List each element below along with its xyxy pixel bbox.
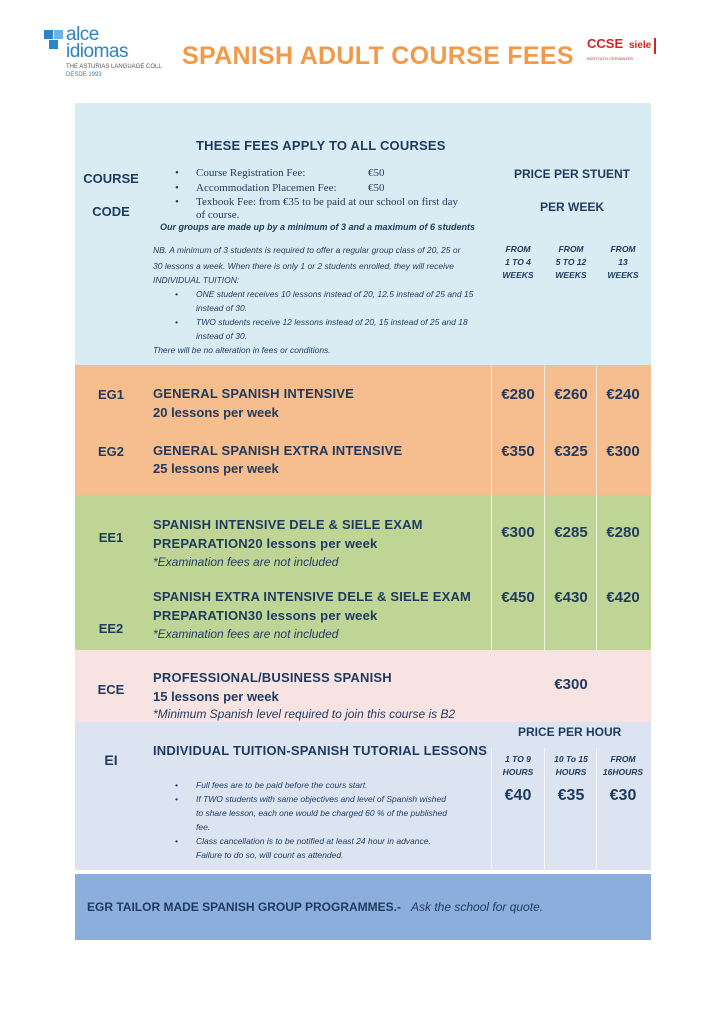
list-bullet: •	[175, 289, 178, 299]
nb-footer: There will be no alteration in fees or conditions.	[153, 345, 331, 355]
logo-since: DESDE 1993	[66, 72, 102, 78]
logo-divider	[654, 38, 656, 54]
column-head-line: HOURS	[555, 767, 587, 777]
column-divider	[596, 365, 597, 495]
price-ee2-5-12-weeks: €430	[554, 589, 588, 606]
price-per-student-heading: PRICE PER STUENT	[514, 167, 631, 181]
column-head-line: 13	[618, 257, 628, 267]
logo-word-alce: alce	[66, 24, 99, 45]
logo-square-icon	[49, 40, 58, 49]
price-eg2-1-4-weeks: €350	[501, 443, 535, 460]
exam-courses-section	[75, 495, 651, 650]
fee-label: Course Registration Fee:	[196, 167, 306, 179]
fees-intro-section	[75, 103, 651, 365]
column-head-line: 5 TO 12	[555, 257, 587, 267]
column-head-line: 1 TO 4	[505, 257, 531, 267]
column-divider	[491, 365, 492, 495]
price-ei-10-15-hours: €35	[557, 787, 585, 804]
price-eg2-13-weeks: €300	[606, 443, 640, 460]
list-bullet: •	[175, 836, 178, 846]
course-name-eg1: GENERAL SPANISH INTENSIVE	[153, 386, 354, 401]
course-note-ee1: *Examination fees are not included	[153, 555, 339, 569]
list-bullet: •	[175, 182, 179, 194]
column-head-line: HOURS	[502, 767, 534, 777]
groups-size-note: Our groups are made up by a minimum of 3 and a maximum of 6 students	[160, 222, 476, 232]
fee-value: €50	[368, 167, 385, 179]
nb-line: INDIVIDUAL TUITION:	[153, 275, 240, 285]
column-1-4-weeks	[492, 243, 544, 282]
column-head-line: FROM	[558, 244, 584, 254]
price-ei-1-9-hours: €40	[504, 787, 532, 804]
list-bullet: •	[175, 317, 178, 327]
course-name-ee2-line2: PREPARATION30 lessons per week	[153, 608, 378, 623]
course-code-heading-2: CODE	[92, 204, 130, 219]
course-note-ece: *Minimum Spanish level required to join this course is B2	[153, 707, 456, 721]
nb-bullet-line: instead of 30.	[196, 303, 248, 313]
logo-tagline: THE ASTURIAS LANGUAGE COLL	[66, 64, 162, 70]
price-per-hour-heading: PRICE PER HOUR	[518, 725, 622, 739]
nb-bullet-line: instead of 30.	[196, 331, 248, 341]
siele-logo-text: siele	[629, 40, 652, 51]
nb-line: NB. A minimum of 3 students is required to offer a regular group class of 20, 25 or	[153, 245, 461, 255]
list-bullet: •	[175, 780, 178, 790]
column-divider	[596, 495, 597, 650]
ei-bullet-line: If TWO students with same objectives and level of Spanish wished	[196, 794, 446, 804]
logo-small-text: INSTITUTO CERVANTES	[587, 56, 634, 61]
list-bullet: •	[175, 196, 179, 208]
column-divider	[491, 495, 492, 650]
column-10-15-hours	[545, 753, 597, 779]
ei-bullet-line: Class cancellation is to be notified at least 24 hour in advance.	[196, 836, 431, 846]
price-eg1-5-12-weeks: €260	[554, 386, 588, 403]
column-head-line: 16HOURS	[602, 767, 644, 777]
course-code-ei: EI	[104, 752, 118, 768]
course-name-ece: PROFESSIONAL/BUSINESS SPANISH	[153, 670, 392, 685]
price-eg2-5-12-weeks: €325	[554, 443, 588, 460]
column-head-line: FROM	[505, 244, 531, 254]
alce-idiomas-logo	[44, 26, 164, 80]
course-code-ee2: EE2	[98, 621, 124, 636]
nb-bullet-line: TWO students receive 12 lessons instead of 20, 15 instead of 25 and 18	[196, 317, 468, 327]
course-lessons-eg1: 20 lessons per week	[153, 405, 279, 420]
column-head-line: 10 To 15	[554, 754, 588, 764]
logo-square-icon	[54, 30, 63, 39]
course-code-eg1: EG1	[97, 387, 124, 402]
price-eg1-13-weeks: €240	[606, 386, 640, 403]
group-programmes-note: Ask the school for quote.	[411, 900, 544, 914]
ei-bullet-line: Failure to do so, will count as attended.	[196, 850, 344, 860]
course-code-eg2: EG2	[97, 444, 124, 459]
course-note-ee2: *Examination fees are not included	[153, 627, 339, 641]
ei-bullet-line: to share lesson, each one would be charged 60 % of the published	[196, 808, 447, 818]
logo-word-idiomas: idiomas	[66, 41, 128, 62]
fee-label: Accommodation Placemen Fee:	[196, 182, 337, 194]
course-name-ei: INDIVIDUAL TUITION-SPANISH TUTORIAL LESSONS	[153, 743, 488, 758]
fees-apply-title: THESE FEES APPLY TO ALL COURSES	[196, 138, 446, 153]
column-divider	[544, 365, 545, 495]
fee-label-continued: of course.	[196, 209, 240, 221]
course-code-heading-1: COURSE	[83, 171, 139, 186]
individual-tuition-section	[75, 722, 651, 870]
column-head-line: FROM	[610, 754, 636, 764]
group-programmes-label: EGR TAILOR MADE SPANISH GROUP PROGRAMMES.-	[87, 900, 402, 914]
list-bullet: •	[175, 794, 178, 804]
business-course-section	[75, 650, 651, 722]
price-eg1-1-4-weeks: €280	[501, 386, 535, 403]
price-ei-16-hours: €30	[609, 787, 637, 804]
ei-bullet-line: fee.	[196, 822, 211, 832]
price-ee1-13-weeks: €280	[606, 524, 640, 541]
course-name-ee1: SPANISH INTENSIVE DELE & SIELE EXAM	[153, 517, 423, 532]
ei-bullet-line: Full fees are to be paid before the cours start.	[196, 780, 368, 790]
column-1-9-hours	[492, 753, 544, 779]
column-5-12-weeks	[545, 243, 597, 282]
fee-label: Texbook Fee: from €35 to be paid at our school on first day	[196, 196, 458, 208]
fee-value: €50	[368, 182, 385, 194]
group-programmes-section	[75, 874, 651, 940]
course-name-ee1-line2: PREPARATION20 lessons per week	[153, 536, 378, 551]
price-ece: €300	[554, 676, 588, 693]
course-name-eg2: GENERAL SPANISH EXTRA INTENSIVE	[153, 443, 403, 458]
price-ee1-1-4-weeks: €300	[501, 524, 535, 541]
price-ee2-13-weeks: €420	[606, 589, 640, 606]
price-per-week-heading: PER WEEK	[540, 200, 605, 214]
price-ee1-5-12-weeks: €285	[554, 524, 588, 541]
course-code-ece: ECE	[97, 682, 125, 697]
course-code-ee1: EE1	[98, 530, 124, 545]
column-head-line: 1 TO 9	[505, 754, 531, 764]
ccse-logo-text: CCSE	[587, 36, 624, 51]
course-lessons-ece: 15 lessons per week	[153, 689, 279, 704]
general-courses-section	[75, 365, 651, 495]
column-head-line: WEEKS	[555, 270, 587, 280]
price-ee2-1-4-weeks: €450	[501, 589, 535, 606]
column-head-line: WEEKS	[502, 270, 534, 280]
column-13-weeks	[597, 243, 649, 282]
ccse-siele-logo	[587, 36, 679, 68]
course-name-ee2: SPANISH EXTRA INTENSIVE DELE & SIELE EXAM	[153, 589, 472, 604]
logo-square-icon	[44, 30, 53, 39]
nb-bullet-line: ONE student receives 10 lessons instead of 20, 12.5 instead of 25 and 15	[196, 289, 474, 299]
column-16-hours	[597, 753, 649, 779]
course-lessons-eg2: 25 lessons per week	[153, 461, 279, 476]
column-head-line: WEEKS	[607, 270, 639, 280]
column-head-line: FROM	[610, 244, 636, 254]
nb-line: 30 lessons a week. When there is only 1 or 2 students enrolled, they will receive	[153, 261, 454, 271]
column-divider	[544, 495, 545, 650]
list-bullet: •	[175, 167, 179, 179]
page-title: SPANISH ADULT COURSE FEES	[182, 42, 574, 70]
